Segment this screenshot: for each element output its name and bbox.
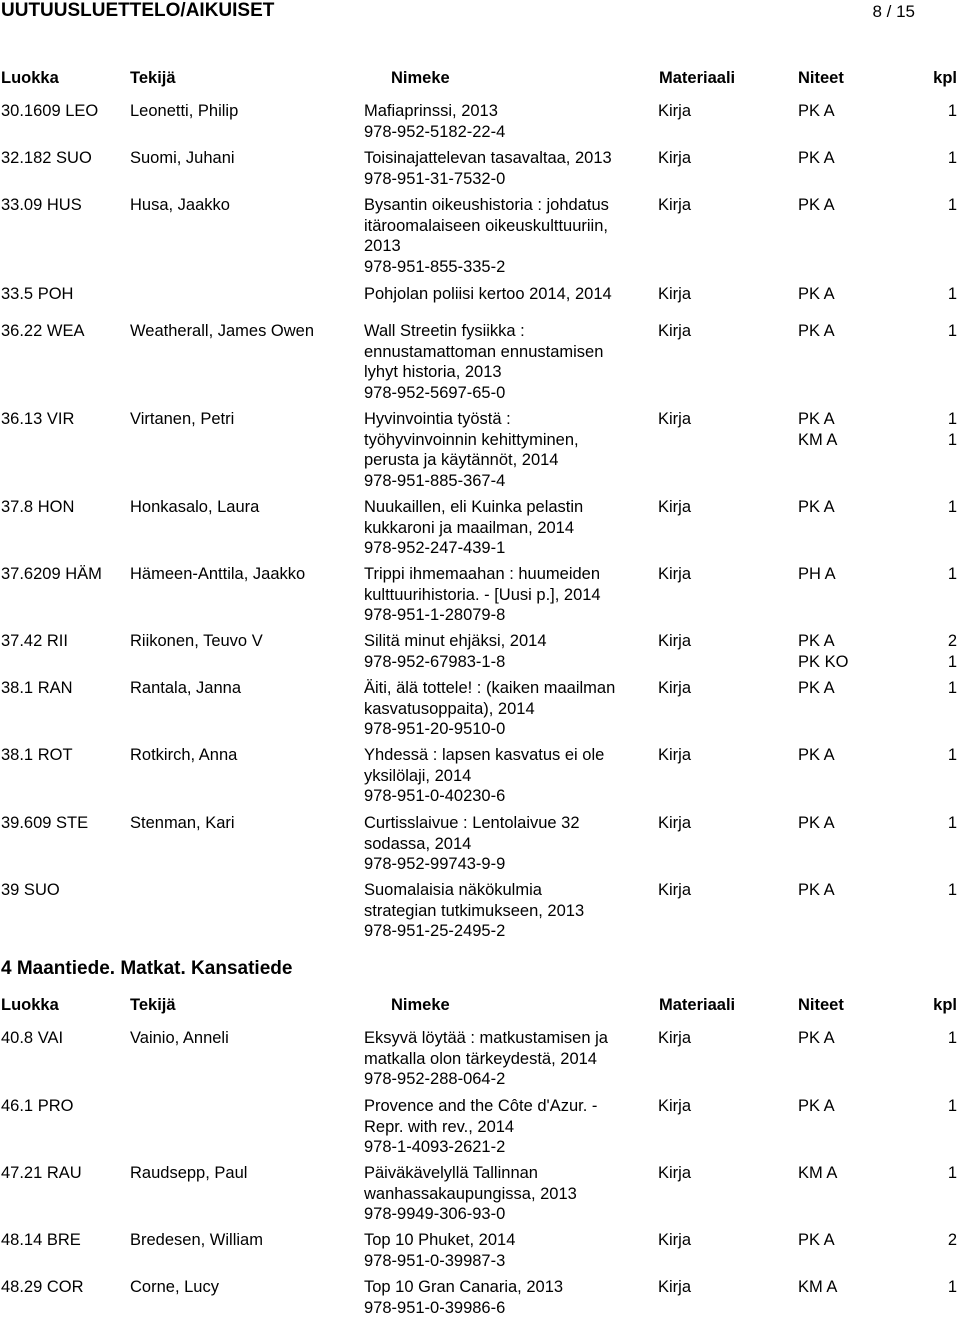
row-luokka: 37.8 HON [1,497,74,518]
row-nimeke-line: 978-951-0-39987-3 [364,1251,515,1272]
row-materiaali: Kirja [658,195,691,216]
row-niteet [798,880,835,901]
row-tekija: Honkasalo, Laura [130,497,259,518]
row-luokka: 39.609 STE [1,813,88,834]
row-nimeke-line: 978-1-4093-2621-2 [364,1137,597,1158]
row-nimeke-line: lyhyt historia, 2013 [364,362,603,383]
row-kpl [948,678,957,699]
row-nimeke [364,101,505,142]
row-nimeke [364,813,580,875]
row-nimeke-line: Top 10 Gran Canaria, 2013 [364,1277,563,1298]
row-kpl [948,1230,957,1251]
row-tekija: Virtanen, Petri [130,409,234,430]
row-luokka: 36.13 VIR [1,409,74,430]
row-nimeke [364,880,584,942]
row-kpl [948,148,957,169]
row-materiaali: Kirja [658,409,691,430]
document-title: UUTUUSLUETTELO/AIKUISET [1,0,274,22]
row-kpl [948,631,957,672]
row-niteet-line: PK A [798,1230,835,1251]
row-nimeke [364,745,604,807]
row-niteet-line: KM A [798,1277,837,1298]
row-kpl [948,1028,957,1049]
row-nimeke-line: 2013 [364,236,609,257]
row-niteet [798,497,835,518]
row-luokka: 30.1609 LEO [1,101,98,122]
row-luokka: 36.22 WEA [1,321,84,342]
row-kpl-line: 1 [948,284,957,305]
row-kpl-line: 1 [948,1028,957,1049]
row-nimeke-line: itäroomalaiseen oikeuskulttuuriin, [364,216,609,237]
row-niteet-line: PK KO [798,652,848,673]
row-kpl-line: 1 [948,101,957,122]
row-kpl-line: 1 [948,813,957,834]
row-niteet [798,813,835,834]
row-niteet-line: KM A [798,430,837,451]
row-nimeke-line: 978-951-0-39986-6 [364,1298,563,1318]
row-niteet [798,101,835,122]
row-kpl [948,101,957,122]
row-kpl [948,564,957,585]
row-nimeke [364,409,579,491]
row-niteet [798,1163,837,1184]
row-nimeke [364,1163,577,1225]
row-nimeke-line: Wall Streetin fysiikka : [364,321,603,342]
row-niteet-line: PK A [798,321,835,342]
row-materiaali: Kirja [658,880,691,901]
row-kpl-line: 1 [948,1096,957,1117]
row-kpl-line: 1 [948,1163,957,1184]
row-materiaali: Kirja [658,564,691,585]
row-nimeke-line: 978-951-25-2495-2 [364,921,584,942]
row-luokka: 40.8 VAI [1,1028,63,1049]
row-kpl [948,1277,957,1298]
column-header-niteet: Niteet [798,995,844,1016]
row-kpl [948,1163,957,1184]
row-niteet-line: PK A [798,631,848,652]
row-kpl-line: 1 [948,321,957,342]
column-header-tekija: Tekijä [130,995,176,1016]
row-nimeke-line: Eksyvä löytää : matkustamisen ja [364,1028,608,1049]
row-nimeke-line: kukkaroni ja maailman, 2014 [364,518,583,539]
row-luokka: 33.5 POH [1,284,73,305]
row-nimeke-line: Repr. with rev., 2014 [364,1117,597,1138]
row-nimeke-line: matkalla olon tärkeydestä, 2014 [364,1049,608,1070]
column-header-materiaali: Materiaali [659,995,735,1016]
row-luokka: 47.21 RAU [1,1163,82,1184]
row-materiaali: Kirja [658,497,691,518]
row-luokka: 33.09 HUS [1,195,82,216]
row-kpl [948,195,957,216]
row-nimeke-line: työhyvinvoinnin kehittyminen, [364,430,579,451]
row-tekija: Rotkirch, Anna [130,745,237,766]
row-kpl-line: 1 [948,652,957,673]
row-niteet-line: PK A [798,1096,835,1117]
row-kpl-line: 2 [948,631,957,652]
row-niteet [798,564,836,585]
row-nimeke-line: Päiväkävelyllä Tallinnan [364,1163,577,1184]
row-nimeke [364,321,603,403]
row-tekija: Bredesen, William [130,1230,263,1251]
row-nimeke-line: Suomalaisia näkökulmia [364,880,584,901]
row-nimeke-line: 978-952-67983-1-8 [364,652,547,673]
row-nimeke-line: 978-951-0-40230-6 [364,786,604,807]
row-tekija: Husa, Jaakko [130,195,230,216]
row-kpl-line: 1 [948,148,957,169]
row-nimeke-line: 978-952-99743-9-9 [364,854,580,875]
row-nimeke-line: Silitä minut ehjäksi, 2014 [364,631,547,652]
row-nimeke-line: 978-952-247-439-1 [364,538,583,559]
row-nimeke-line: ennustamattoman ennustamisen [364,342,603,363]
row-materiaali: Kirja [658,813,691,834]
row-tekija: Corne, Lucy [130,1277,219,1298]
row-niteet [798,1277,837,1298]
row-niteet-line: PK A [798,745,835,766]
row-nimeke [364,1028,608,1090]
row-nimeke-line: sodassa, 2014 [364,834,580,855]
row-luokka: 48.14 BRE [1,1230,81,1251]
row-nimeke-line: Nuukaillen, eli Kuinka pelastin [364,497,583,518]
row-kpl-line: 1 [948,1277,957,1298]
row-materiaali: Kirja [658,321,691,342]
row-nimeke-line: Äiti, älä tottele! : (kaiken maailman [364,678,615,699]
row-nimeke [364,1096,597,1158]
row-kpl [948,409,957,450]
row-niteet [798,195,835,216]
row-niteet [798,1028,835,1049]
row-niteet [798,1096,835,1117]
column-header-kpl: kpl [933,995,957,1016]
row-nimeke-line: Yhdessä : lapsen kasvatus ei ole [364,745,604,766]
row-nimeke-line: 978-952-288-064-2 [364,1069,608,1090]
row-kpl-line: 2 [948,1230,957,1251]
column-header-luokka: Luokka [1,68,59,89]
row-niteet-line: PK A [798,813,835,834]
column-header-nimeke: Nimeke [391,68,450,89]
column-header-row [0,68,960,90]
row-niteet [798,1230,835,1251]
column-header-luokka: Luokka [1,995,59,1016]
row-luokka: 38.1 RAN [1,678,73,699]
row-nimeke-line: 978-951-1-28079-8 [364,605,601,626]
row-materiaali: Kirja [658,745,691,766]
row-niteet [798,409,837,450]
row-kpl [948,497,957,518]
row-materiaali: Kirja [658,1028,691,1049]
column-header-nimeke: Nimeke [391,995,450,1016]
row-nimeke [364,1230,515,1271]
row-nimeke-line: Curtisslaivue : Lentolaivue 32 [364,813,580,834]
row-kpl-line: 1 [948,430,957,451]
row-kpl [948,745,957,766]
row-nimeke-line: 978-9949-306-93-0 [364,1204,577,1225]
row-nimeke-line: Pohjolan poliisi kertoo 2014, 2014 [364,284,612,305]
row-nimeke-line: Hyvinvointia työstä : [364,409,579,430]
row-niteet-line: PK A [798,880,835,901]
row-niteet [798,745,835,766]
row-nimeke-line: 978-952-5182-22-4 [364,122,505,143]
row-nimeke-line: 978-951-855-335-2 [364,257,609,278]
row-nimeke-line: strategian tutkimukseen, 2013 [364,901,584,922]
row-kpl [948,813,957,834]
row-niteet [798,321,835,342]
column-header-materiaali: Materiaali [659,68,735,89]
row-nimeke-line: Bysantin oikeushistoria : johdatus [364,195,609,216]
row-nimeke-line: Toisinajattelevan tasavaltaa, 2013 [364,148,612,169]
row-materiaali: Kirja [658,1163,691,1184]
row-materiaali: Kirja [658,284,691,305]
row-niteet [798,678,835,699]
row-luokka: 46.1 PRO [1,1096,73,1117]
row-nimeke [364,497,583,559]
row-materiaali: Kirja [658,678,691,699]
row-materiaali: Kirja [658,1277,691,1298]
row-niteet-line: PK A [798,1028,835,1049]
row-nimeke-line: 978-951-31-7532-0 [364,169,612,190]
row-tekija: Leonetti, Philip [130,101,238,122]
row-niteet-line: KM A [798,1163,837,1184]
row-materiaali: Kirja [658,148,691,169]
row-nimeke-line: perusta ja käytännöt, 2014 [364,450,579,471]
row-luokka: 37.42 RII [1,631,68,652]
row-nimeke-line: Provence and the Côte d'Azur. - [364,1096,597,1117]
row-luokka: 37.6209 HÄM [1,564,102,585]
row-luokka: 38.1 ROT [1,745,73,766]
row-tekija: Vainio, Anneli [130,1028,229,1049]
row-niteet-line: PK A [798,284,835,305]
row-nimeke [364,564,601,626]
row-tekija: Rantala, Janna [130,678,241,699]
row-nimeke-line: Mafiaprinssi, 2013 [364,101,505,122]
row-kpl-line: 1 [948,564,957,585]
row-nimeke [364,284,612,305]
row-nimeke [364,631,547,672]
row-nimeke-line: kasvatusoppaita), 2014 [364,699,615,720]
row-tekija: Raudsepp, Paul [130,1163,247,1184]
row-niteet-line: PK A [798,195,835,216]
row-nimeke [364,195,609,277]
row-kpl [948,284,957,305]
row-nimeke [364,148,612,189]
page-number: 8 / 15 [872,1,915,23]
row-materiaali: Kirja [658,1096,691,1117]
row-luokka: 32.182 SUO [1,148,92,169]
row-kpl [948,880,957,901]
row-niteet [798,284,835,305]
row-materiaali: Kirja [658,1230,691,1251]
row-nimeke-line: Trippi ihmemaahan : huumeiden [364,564,601,585]
section-heading: 4 Maantiede. Matkat. Kansatiede [1,958,292,980]
row-kpl-line: 1 [948,880,957,901]
row-kpl-line: 1 [948,409,957,430]
row-niteet-line: PH A [798,564,836,585]
row-luokka: 39 SUO [1,880,60,901]
column-header-row-2 [0,995,960,1017]
row-tekija: Riikonen, Teuvo V [130,631,263,652]
row-nimeke-line: wanhassakaupungissa, 2013 [364,1184,577,1205]
row-kpl-line: 1 [948,497,957,518]
row-niteet-line: PK A [798,148,835,169]
row-materiaali: Kirja [658,631,691,652]
row-niteet-line: PK A [798,678,835,699]
row-materiaali: Kirja [658,101,691,122]
row-tekija: Stenman, Kari [130,813,235,834]
row-nimeke [364,1277,563,1318]
row-nimeke [364,678,615,740]
row-kpl-line: 1 [948,745,957,766]
row-nimeke-line: 978-952-5697-65-0 [364,383,603,404]
column-header-niteet: Niteet [798,68,844,89]
row-nimeke-line: yksilölaji, 2014 [364,766,604,787]
row-kpl [948,1096,957,1117]
row-nimeke-line: Top 10 Phuket, 2014 [364,1230,515,1251]
row-nimeke-line: kulttuurihistoria. - [Uusi p.], 2014 [364,585,601,606]
page-header [1,0,959,26]
row-nimeke-line: 978-951-20-9510-0 [364,719,615,740]
row-tekija: Weatherall, James Owen [130,321,314,342]
column-header-kpl: kpl [933,68,957,89]
row-niteet [798,148,835,169]
row-kpl [948,321,957,342]
row-nimeke-line: 978-951-885-367-4 [364,471,579,492]
row-luokka: 48.29 COR [1,1277,84,1298]
row-niteet-line: PK A [798,409,837,430]
row-niteet [798,631,848,672]
row-niteet-line: PK A [798,101,835,122]
column-header-tekija: Tekijä [130,68,176,89]
row-niteet-line: PK A [798,497,835,518]
row-kpl-line: 1 [948,678,957,699]
row-kpl-line: 1 [948,195,957,216]
row-tekija: Hämeen-Anttila, Jaakko [130,564,305,585]
row-tekija: Suomi, Juhani [130,148,235,169]
